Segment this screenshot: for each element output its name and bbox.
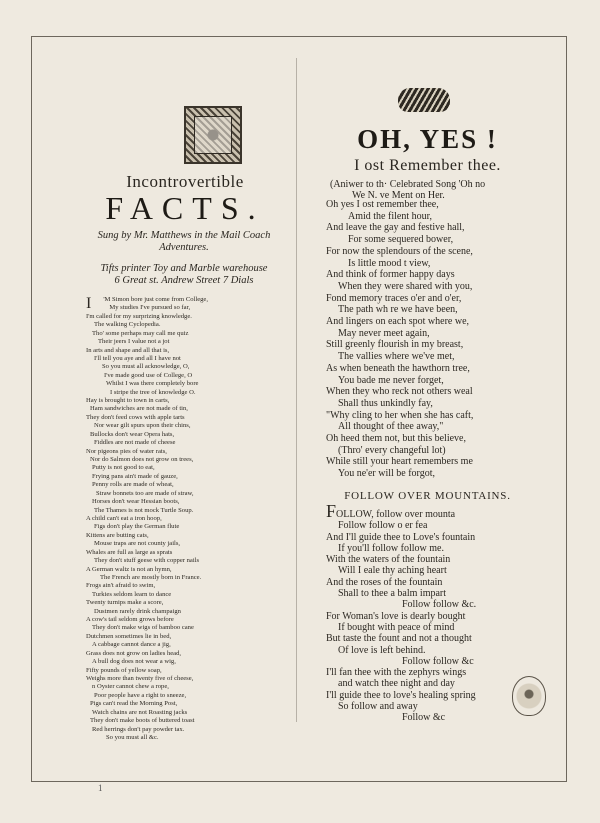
verse-line: Frogs ain't afraid to swim, — [86, 582, 156, 590]
verse-line: Fiddles are not made of cheese — [94, 439, 176, 447]
printer-imprint — [84, 263, 284, 287]
verse-line: When they who reck not others weal — [326, 386, 473, 398]
verse-line: Nor do Salmon does not grow on trees, — [90, 456, 194, 464]
verse-line: Nor wear gilt spurs upon their chins, — [94, 422, 191, 430]
sung-by-credit — [84, 230, 284, 254]
verse-line: Bullocks don't wear Opera hats, — [90, 430, 175, 438]
verse-line: For some sequered bower, — [348, 234, 454, 246]
verse-line: Amid the filent hour, — [348, 210, 433, 222]
verse-line: Follow follow &c — [402, 655, 474, 667]
verse-line: Straw bonnets too are made of straw, — [96, 489, 194, 497]
verse-line: Whales are full as large as sprats — [86, 548, 173, 556]
verse-line: Will I eale thy aching heart — [338, 565, 447, 577]
verse-line: I'll tell you aye and all I have not — [94, 354, 181, 362]
verse-line: (Thro' every changeful lot) — [338, 444, 446, 456]
page-number: 1 — [98, 783, 103, 793]
facts-title-pre: Incontrovertible — [126, 172, 244, 191]
verse-line: FOLLOW, follow over mounta — [326, 501, 456, 521]
verse-line: And think of former happy days — [326, 269, 455, 281]
verse-line: Oh yes I ost remember thee, — [326, 199, 439, 210]
verse-line: Shall to thee a balm impart — [338, 588, 447, 600]
verse-line: Dutchmen sometimes lie in bed, — [86, 632, 172, 640]
oh-yes-song-text — [326, 199, 558, 480]
song-title-oh-yes: OH, YES ! — [357, 124, 498, 154]
sung-by-line: Adventures. — [159, 242, 209, 253]
verse-line: While still your heart remembers me — [326, 456, 473, 468]
verse-line: Mouse traps are not county jails, — [94, 540, 181, 548]
drop-cap: F — [326, 501, 337, 521]
verse-line: They don't feed cows with apple tarts — [86, 413, 185, 421]
verse-line: I stripe the tree of knowledge O. — [110, 388, 196, 396]
verse-line: Horses don't wear Hessian boots, — [92, 498, 180, 506]
verse-line: You bade me never forget, — [338, 374, 444, 386]
facts-song-text — [86, 296, 286, 742]
verse-line: The walking Cyclopedia. — [94, 321, 161, 329]
verse-line: Pigs can't read the Morning Post, — [90, 700, 178, 708]
verse-line: Whilst I was there completely bore — [106, 380, 199, 388]
verse-line: Red herrings don't pay powder tax. — [92, 725, 185, 733]
verse-line: Follow &c — [402, 712, 446, 724]
verse-line: And I'll guide thee to Love's fountain — [326, 531, 476, 543]
verse-line: Shall thus unkindly fay, — [338, 397, 433, 409]
verse-line: If you'll follow follow me. — [338, 542, 444, 554]
verse-line: I'll fan thee with the zephyrs wings — [326, 667, 467, 679]
verse-line: My studies I've pursued so far, — [109, 304, 191, 312]
song-subtitle: I ost Remember thee. — [354, 157, 501, 174]
verse-line: All thought of thee away," — [338, 421, 444, 433]
verse-line: Is little mood t view, — [348, 257, 431, 269]
verse-line: A cow's tail seldom grows before — [86, 616, 174, 624]
decorative-woodcut-ornament — [184, 106, 242, 164]
verse-line: Hay is brought to town in carts, — [86, 397, 170, 405]
verse-line: Twenty turnips make a score, — [86, 599, 164, 607]
verse-line: When they were shared with you, — [338, 280, 473, 292]
verse-line: May never meet again, — [338, 327, 430, 339]
printer-line: Tifts printer Toy and Marble warehouse — [100, 263, 268, 274]
verse-line: The Thames is not mock Turtle Soup. — [94, 506, 194, 514]
verse-line: A child can't eat a iron hoop, — [86, 514, 162, 522]
verse-line: They don't stuff geese with copper nails — [94, 557, 200, 565]
verse-line: n Oyster cannot chew a rope, — [92, 683, 169, 691]
verse-line: Weighs more than twenty five of cheese, — [86, 674, 194, 682]
verse-line: Fond memory traces o'er and o'er, — [326, 292, 462, 304]
verse-line: Turkies seldom learn to dance — [92, 590, 172, 598]
verse-line: A German waltz is not an hymn, — [86, 565, 172, 573]
verse-line: The path wh re we have been, — [338, 304, 458, 316]
verse-line: For now the splendours of the scene, — [326, 245, 473, 257]
answer-note-line: (Aniwer to th· Celebrated Song 'Oh no — [330, 179, 486, 190]
verse-line: And lingers on each spot where we, — [326, 316, 470, 328]
verse-line: Follow follow o er fea — [338, 520, 428, 532]
verse-line: And the roses of the fountain — [326, 576, 443, 588]
verse-line: Watch chains are not Roasting jacks — [92, 708, 188, 716]
verse-line: As when beneath the hawthorn tree, — [326, 362, 470, 374]
verse-line: With the waters of the fountain — [326, 554, 451, 566]
verse-line: Penny rolls are made of wheat, — [92, 481, 174, 489]
column-divider — [296, 58, 297, 722]
facts-title: FACTS. — [105, 190, 265, 226]
verse-line: Kittens are butting cats, — [86, 531, 149, 539]
answer-note — [330, 179, 560, 201]
verse-line: Poor people have a right to sneeze, — [94, 691, 187, 699]
verse-line: Follow follow &c. — [402, 599, 477, 611]
verse-line: Dustmen rarely drink champaign — [94, 607, 181, 615]
answer-note-line: We N. ve Ment on Her. — [352, 190, 445, 201]
verse-line: So you must all acknowledge, O, — [102, 363, 190, 371]
verse-line: Nor pigeons pies of water rats, — [86, 447, 167, 455]
printer-line: 6 Great st. Andrew Street 7 Dials — [114, 275, 254, 286]
verse-line: For Woman's love is dearly bought — [326, 610, 466, 622]
sung-by-line: Sung by Mr. Matthews in the Mail Coach — [97, 230, 271, 241]
verse-line: I'll guide thee to love's healing spring — [326, 689, 476, 701]
verse-line: and watch thee night and day — [338, 678, 455, 690]
verse-line: Of love is left behind. — [338, 644, 426, 656]
verse-line: Tho' some perhaps may call me quiz — [92, 329, 189, 337]
verse-line: Frying pans ain't made of gauze, — [92, 472, 178, 480]
verse-line: The vallies where we've met, — [338, 351, 455, 363]
verse-line: A bull dog does not wear a wig, — [92, 658, 176, 666]
verse-line: You ne'er will be forgot, — [338, 468, 435, 480]
verse-line: Ham sandwiches are not made of tin, — [90, 405, 188, 413]
verse-line: So follow and away — [338, 701, 418, 713]
verse-line: I've made good use of College, O — [104, 371, 193, 379]
verse-line: Putty is not good to eat, — [92, 464, 155, 472]
verse-line: And leave the gay and festive hall, — [326, 222, 465, 234]
verse-line: They don't make wigs of bamboo cane — [92, 624, 194, 632]
verse-line: In arts and shape and all that is, — [86, 346, 170, 354]
library-stamp — [512, 676, 546, 716]
verse-line: They don't make boots of buttered toast — [90, 717, 195, 725]
verse-line: Their jeers I value not a jot — [98, 338, 170, 346]
verse-line: 'M Simon bore just come from College, — [103, 296, 208, 303]
verse-line: If bought with peace of mind — [338, 621, 455, 633]
verse-line: Still greenly flourish in my breast, — [326, 339, 464, 351]
decorative-hand-emblem — [398, 88, 450, 112]
follow-song-title: FOLLOW OVER MOUNTAINS. — [344, 490, 511, 502]
verse-line: So you must all &c. — [106, 733, 159, 741]
verse-line: "Why cling to her when she has caft, — [326, 409, 474, 421]
verse-line: Figs don't play the German flute — [94, 523, 180, 531]
verse-line: Fifty pounds of yellow soap, — [86, 666, 162, 674]
verse-line: Oh heed them not, but this believe, — [326, 433, 466, 445]
verse-line: A cabbage cannot dance a jig, — [92, 641, 171, 649]
verse-line: But taste the fount and not a thought — [326, 633, 472, 645]
verse-line: I'm called for my surprizing knowledge. — [86, 312, 192, 320]
verse-line: The French are mostly born in France. — [100, 573, 202, 581]
drop-cap: I — [86, 295, 92, 312]
verse-line: Grass does not grow on ladies head, — [86, 649, 182, 657]
